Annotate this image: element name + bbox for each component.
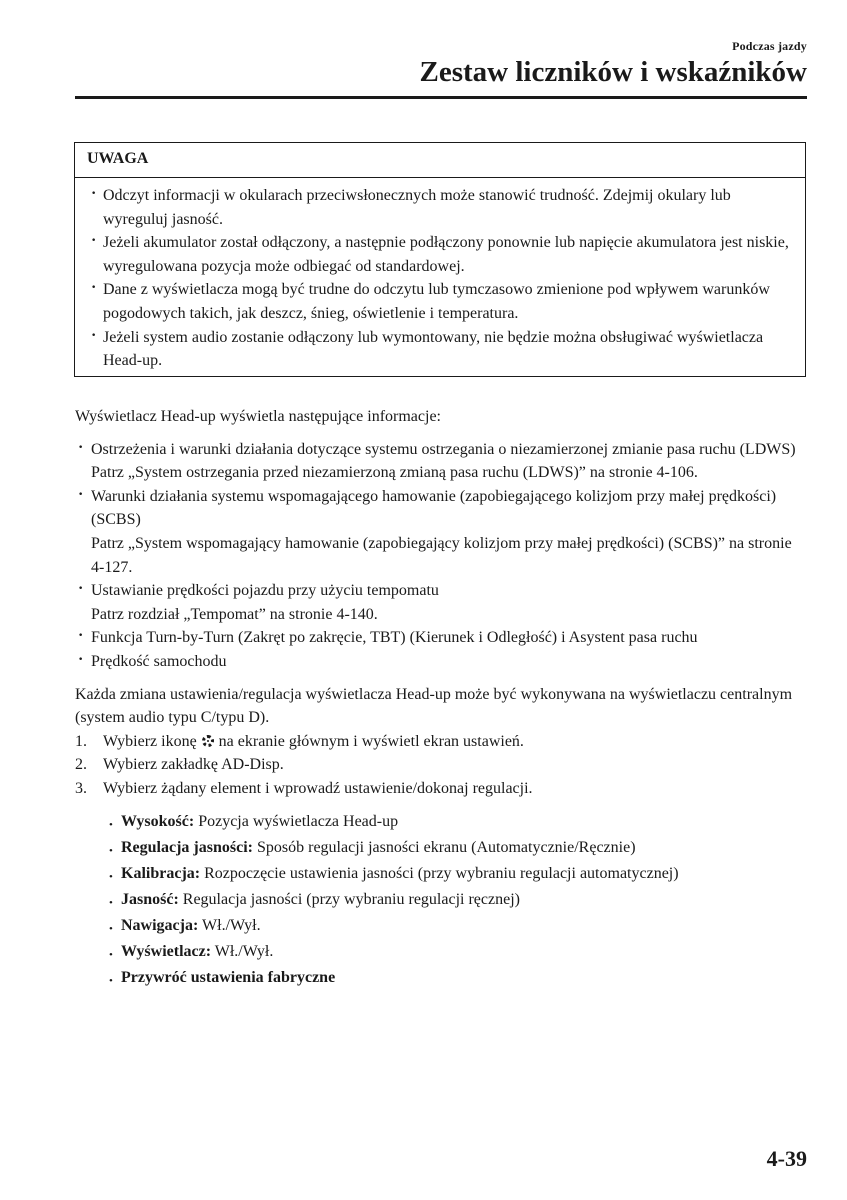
step-item <box>75 777 807 801</box>
notice-item: · Jeżeli system audio zostanie odłączony lub wymontowany, nie będzie można obsługiwać wyświetlacza Head-up. <box>103 326 791 373</box>
page-reference: Patrz „System ostrzegania przed niezamierzoną zmianą pasa ruchu (LDWS)” na stronie 4-106. <box>91 464 698 482</box>
notice-item: · Odczyt informacji w okularach przeciwsłonecznych może stanowić trudność. Zdejmij okulary lub wyreguluj jasność. <box>103 184 791 231</box>
page-title: Zestaw liczników i wskaźników <box>419 56 807 88</box>
option-term: Przywróć ustawienia fabryczne <box>121 968 336 986</box>
option-desc: Regulacja jasności (przy wybraniu regulacji ręcznej) <box>178 890 520 908</box>
notice-list <box>75 178 805 373</box>
notice-item: · Dane z wyświetlacza mogą być trudne do odczytu lub tymczasowo zmienione pod wpływem warunków pogodowych takich, jak deszcz, śnieg, oświetlenie i temperatura. <box>103 278 791 325</box>
option-desc: Wł./Wył. <box>198 916 261 934</box>
step-number: 2. <box>75 756 87 774</box>
intro-paragraph: Wyświetlacz Head-up wyświetla następujące informacje: <box>75 408 441 425</box>
option-term: Regulacja jasności: <box>121 838 253 856</box>
step-text: Wybierz ikonę <box>103 732 201 750</box>
info-bullet <box>91 579 807 626</box>
option-term: Nawigacja: <box>121 916 199 934</box>
bullet-text: Prędkość samochodu <box>91 652 227 670</box>
page-number: 4-39 <box>766 1146 807 1171</box>
body-text <box>75 405 807 991</box>
steps-list <box>75 730 807 801</box>
option-term: Kalibracja: <box>121 864 201 882</box>
info-bullet <box>91 626 807 650</box>
option-desc: Sposób regulacji jasności ekranu (Automatycznie/Ręcznie) <box>252 838 636 856</box>
notice-heading: UWAGA <box>75 143 805 178</box>
options-list <box>75 809 807 991</box>
option-desc: Rozpoczęcie ustawienia jasności (przy wybraniu regulacji automatycznej) <box>200 864 679 882</box>
bullet-text: Ustawianie prędkości pojazdu przy użyciu tempomatu <box>91 582 439 600</box>
step-number: 1. <box>75 732 87 750</box>
option-item <box>121 809 807 835</box>
option-desc: Wł./Wył. <box>211 942 274 960</box>
option-desc: Pozycja wyświetlacza Head-up <box>194 812 399 830</box>
option-term: Wyświetlacz: <box>121 942 212 960</box>
notice-item: · Jeżeli akumulator został odłączony, a następnie podłączony ponownie lub napięcie akumulatora jest niskie, wyregulowana pozycja może odbiegać od standardowej. <box>103 231 791 278</box>
notice-box <box>74 142 806 377</box>
option-item <box>121 965 807 991</box>
option-item <box>121 939 807 965</box>
title-rule <box>75 96 807 99</box>
settings-paragraph: Każda zmiana ustawienia/regulacja wyświetlacza Head-up może być wykonywana na wyświetlaczu centralnym (system audio typu C/typu D). <box>75 685 793 727</box>
step-item <box>75 753 807 777</box>
option-term: Jasność: <box>121 890 179 908</box>
option-item <box>121 861 807 887</box>
step-text: na ekranie głównym i wyświetl ekran ustawień. <box>214 732 524 750</box>
step-number: 3. <box>75 779 87 797</box>
info-bullet <box>91 485 807 579</box>
gear-icon <box>202 735 214 747</box>
bullet-text: Warunki działania systemu wspomagającego hamowanie (zapobiegającego kolizjom przy małej prędkości) (SCBS) <box>91 487 777 529</box>
page-reference: Patrz „System wspomagający hamowanie (zapobiegający kolizjom przy małej prędkości) (SCBS)” na stronie 4-127. <box>91 534 792 576</box>
section-label: Podczas jazdy <box>732 39 807 53</box>
page-reference: Patrz rozdział „Tempomat” na stronie 4-140. <box>91 605 378 623</box>
bullet-text: Funkcja Turn-by-Turn (Zakręt po zakręcie, TBT) (Kierunek i Odległość) i Asystent pasa ruchu <box>91 629 698 647</box>
option-item <box>121 913 807 939</box>
step-text: Wybierz zakładkę AD-Disp. <box>103 756 284 774</box>
option-term: Wysokość: <box>121 812 195 830</box>
info-bullet-list <box>75 438 807 674</box>
option-item <box>121 887 807 913</box>
step-item <box>75 730 807 754</box>
bullet-text: Ostrzeżenia i warunki działania dotyczące systemu ostrzegania o niezamierzonej zmianie pasa ruchu (LDWS) <box>91 440 796 458</box>
option-item <box>121 835 807 861</box>
step-text: Wybierz żądany element i wprowadź ustawienie/dokonaj regulacji. <box>103 779 533 797</box>
info-bullet <box>91 438 807 485</box>
info-bullet <box>91 650 807 674</box>
